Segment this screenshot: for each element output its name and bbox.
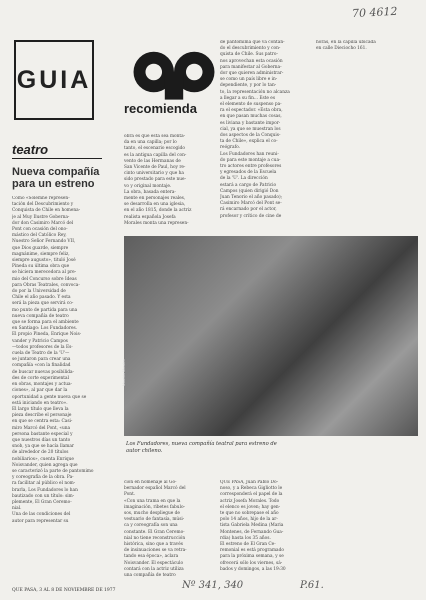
guia-logo-box (14, 40, 94, 120)
headline-line-1: Nueva compañía (12, 166, 100, 178)
recomienda-label: recomienda (124, 101, 197, 116)
section-teatro: teatro (12, 142, 49, 157)
teatro-rule (12, 158, 102, 159)
photo-caption: Los Fundadores, nueva compañía teatral para estreno de autor chileno. (126, 441, 277, 454)
qp-logo-icon (128, 44, 220, 100)
photo-credit: Mauricio Morales (122, 359, 126, 386)
article-column-1: Como «Solemne represen- tación del Descubrimiento y Conquista de Chile en homena- je al Muy Ilustre Goberna- dor don Casimiro Marcó del Pont con ocasión del ono- mástico del Católico Rey, Nuestro Señor Fernando VII, que Dios guarde, siempre magnánime, siempre feliz, siempre augusto», tituló José Pineda su última obra que se hiciera merecedora al pre- mio del Concurso sobre Ideas para Obras Teatrales, convoca- do por la Universidad de Chile el año pasado. Y esta será la pieza que servirá co- mo punto de partida para una nueva compañía de teatro que se forma para el ambiente en Santiago: Los Fundadores. El propio Pineda, Enrique Nois- vander y Patricio Campos —todos profesores de la Es- cuela de Teatro de la 'U'— se juntaron para crear una compañía «con la finalidad de buscar nuevas posibilida- des de corte experimental en obras, montajes y actua- ciones», al par que dar la oportunidad a gente nueva que se está iniciando en teatro». El largo título que lleva la pieza describe el personaje en que se centra esta: Casi- miro Marcó del Pont, «una persona bastante especial y que nuestros días un tanto snob, ya que se hacía llamar de alrededor de 20 títulos nobiliarios», cuenta Enrique Noisvander, quien agrega que se caracterizó la parte de pantomimo y coreografía de la obra. Pa- ra facilitar al público el nom- brarla, Los Fundadores lo han bautizado con un título: sim- plemente, El Gran Ceremo- nial. Una de las condiciones del autor para representar su (12, 196, 94, 524)
article-headline (12, 166, 112, 190)
article-column-3-bottom: QUE PASA, Juan Pablo Do- noso, y a Rebeca Gigliotto le corresponderá el papel de la actriz Josefa Morales. Todo el elenco es joven; hay gen- te que no sobrepase el año polo 14 años, hijo de la ar- tista Gabriela Medina (Maria Montenes, de Fernando Gua- rdia) hasta los 35 años. El estreno de El Gran Ce- remonial es está programado para la próxima semana, y se ofrecerá sólo los viernes, sá- bados y domingos, a las 19:30 (220, 480, 286, 572)
guia-title: GUIA (16, 66, 92, 94)
handwritten-id: 70 4612 (351, 4, 398, 21)
handwritten-issue: Nº 341, 340 (182, 580, 244, 591)
footer-issue-line: QUE PASA, 3 AL 8 DE NOVIEMBRE DE 1977 (12, 588, 116, 593)
headline-line-2: para un estreno (12, 178, 95, 190)
article-column-4: horas, en la capilla ubicada en calle Dieciocho 161. (316, 40, 376, 52)
article-column-3: de pantomima que va contan- do el descubrimiento y con- quista de Chile. Sus patro- nos aprovechan esta ocasión para manifestar al Goberna- dor que quieren administrar- se como un país libre e in- dependiente, y por lo tan- to, la representación no alcanza a llegar a su fin... Este es el elemento de suspenso pa- ra el espectador. «Esta obra, en que pasan muchas cosas, es liviana y bastante impor- cial, ya que se muestran los dos aspectos de la Conquis- ta de Chile», explica el co- reógrafo. Los Fundadores han reuni- do para este montaje a cua- tro actores entre profesores y egresados de la Escuela de la 'U'. La dirección estará a cargo de Patricio Campos (quien dirigió Don Juan Tenorio el año pasado); Casimiro Marcó del Pont se- rá encarnado por el actor, profesor y crítico de cine de (220, 40, 290, 219)
article-column-2-bottom: ción en homenaje al Go- bernador español Marcó del Pont. «Con una trama en que la imaginación, ribetes fabulo- sos, mucho despliegue de vestuario de fantasía, músi- ca y coreografía son una constante. El Gran Ceremo- nial no tiene reconstrucción histórica, sino que a través de insinuaciones se va retra- tando esa época», aclara Noisvander. El espectáculo contará con la actriz utiliza una compañía de teatro (124, 480, 187, 579)
article-column-2: obra es que ésta sea monta- da en una capilla; por lo tanto, el escenario escogido es la antigua capilla del con- vento de las Hermanas de San Vicente de Paul, hoy re- cinto universitario y que ha sido prestado para este nue- vo y original montaje. La obra, basada entera- mente en personajes reales, se desarrolla en una iglesia, en el año 1815, donde la actriz realista española Josefa Morales monta una represen- (124, 134, 192, 226)
handwritten-page: P.61. (300, 580, 324, 591)
company-photo (124, 236, 418, 436)
